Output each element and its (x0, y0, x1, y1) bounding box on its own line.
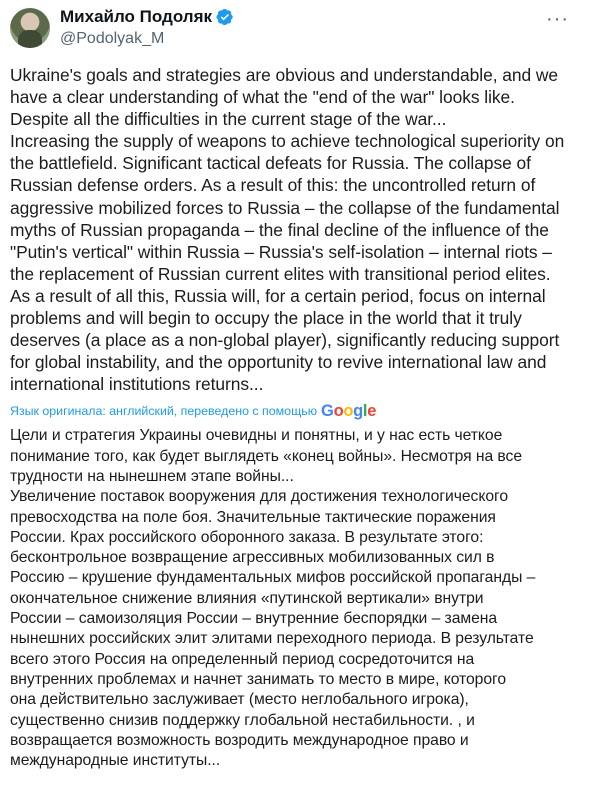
verified-badge-icon (216, 8, 234, 26)
translation-attribution (10, 400, 585, 422)
tweet-header (10, 6, 585, 54)
avatar[interactable] (10, 8, 50, 48)
author-display-name[interactable]: Михайло Подоляк (60, 7, 213, 26)
tweet-text-translated: Цели и стратегия Украины очевидны и понятны, и у нас есть четкое понимание того, как будет выглядеть «конец войны». Несмотря на все трудности на нынешнем этапе войны... Увеличение поставок вооружения для достижения технологического превосходства на поле боя. Значительные тактические поражения России. Крах российского оборонного заказа. В результате этого: бесконтрольное возвращение агрессивных мобилизованных сил в Россию – крушение фундаментальных мифов российской пропаганды – окончательное снижение влияния «путинской вертикали» внутри России – самоизоляция России – внутренние беспорядки – замена нынешних российских элит элитами переходного периода. В результате всего этого Россия на определенный период сосредоточится на внутренних проблемах и начнет занимать то место в мире, которого она действительно заслуживает (место неглобального игрока), существенно снизив поддержку глобальной нестабильности. , и возвращается возможность возродить международное право и международные институты... (10, 427, 536, 770)
translation-label[interactable]: Язык оригинала: английский, переведено с помощью (10, 404, 318, 419)
more-options-icon[interactable]: ··· (546, 8, 569, 30)
name-row (60, 6, 234, 28)
author-names (60, 6, 234, 50)
author-handle[interactable]: @Podolyak_M (60, 30, 165, 47)
google-logo: Google (321, 402, 377, 421)
tweet-text-original: Ukraine's goals and strategies are obvious and understandable, and we have a clear understanding of what the "end of the war" looks like. Despite all the difficulties in the current stage of the war... Increasing the supply of weapons to achieve technological superiority on the battlefield. Significant tactical defeats for Russia. The collapse of Russian defense orders. As a result of this: the uncontrolled return of aggressive mobilized forces to Russia – the collapse of the fundamental myths of Russian propaganda – the final decline of the influence of the "Putin's vertical" within Russia – Russia's self-isolation – internal riots – the replacement of Russian current elites with transitional period elites. As a result of all this, Russia will, for a certain period, focus on internal problems and will begin to occupy the place in the world that it truly deserves (a place as a non-global player), significantly reducing support for global instability, and the opportunity to revive international law and international institutions returns... (10, 65, 565, 395)
